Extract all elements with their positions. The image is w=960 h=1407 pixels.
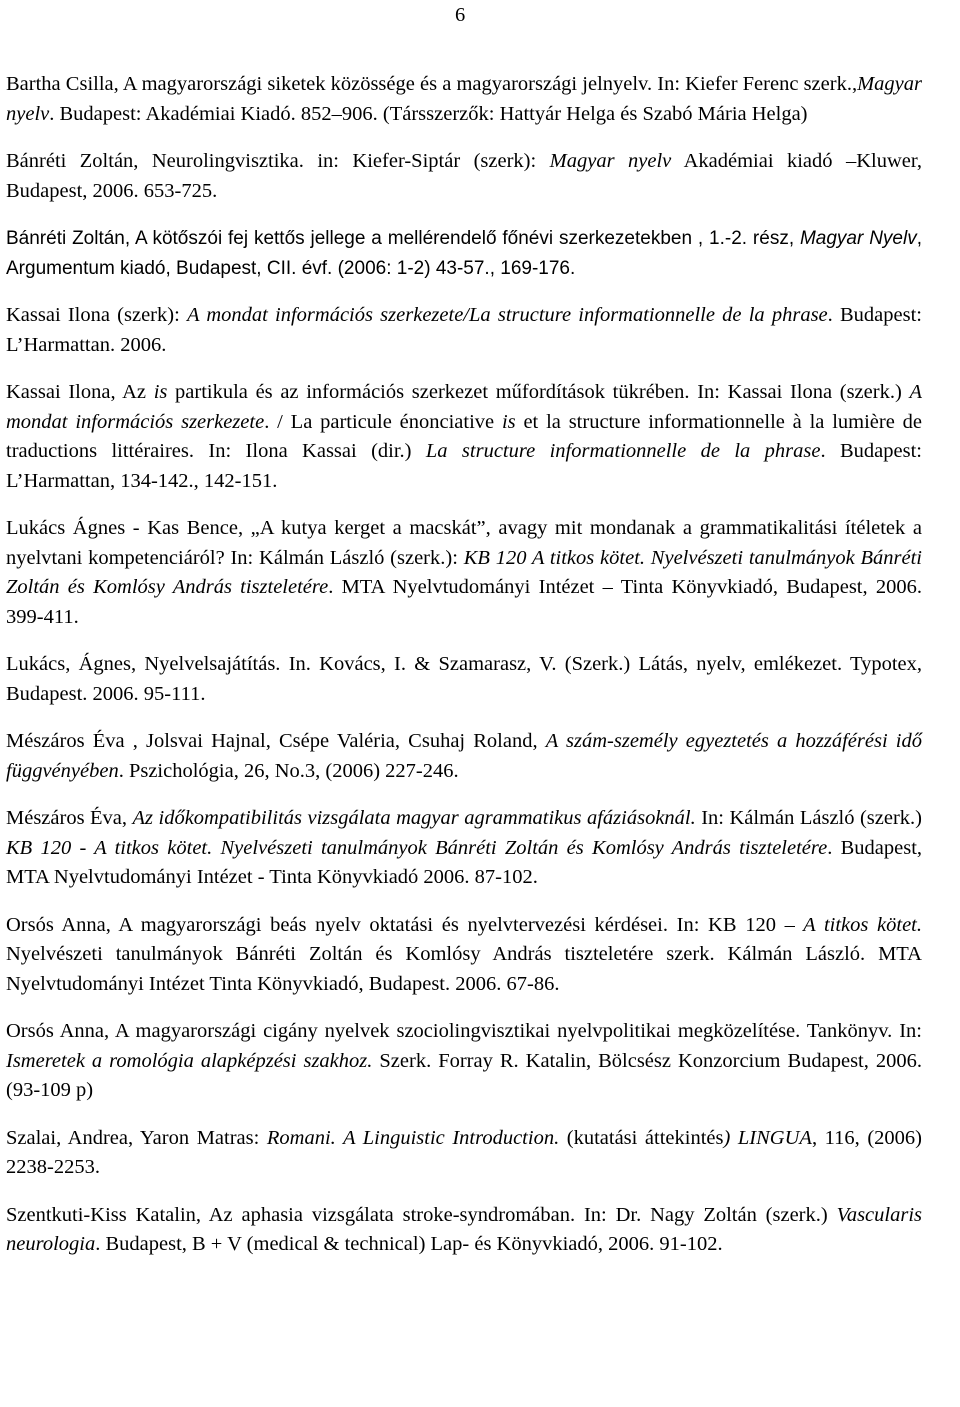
reference-entry	[6, 70, 922, 129]
reference-entry	[6, 727, 922, 786]
reference-italic-text: La structure informationnelle de la phrase	[425, 440, 821, 462]
reference-italic-text: Magyar nyelv	[549, 150, 672, 172]
page-number: 6	[455, 4, 466, 26]
reference-text: In: Kálmán László (szerk.)	[695, 807, 922, 829]
reference-text: Lukács, Ágnes, Nyelvelsajátítás. In. Kovács, I. & Szamarasz, V. (Szerk.) Látás, nyelv, emlékezet. Typotex, Budapest. 2006. 95-111.	[6, 653, 922, 705]
reference-text: Akadémiai kiadó –Kluwer, Budapest, 2006. 653-725.	[6, 150, 922, 202]
reference-text: . Budapest: Akadémiai Kiadó. 852–906. (Társszerzők: Hattyár Helga és Szabó Mária Helga)	[49, 102, 808, 125]
reference-text: Szalai, Andrea, Yaron Matras:	[6, 1126, 267, 1149]
reference-entry	[6, 378, 922, 496]
reference-italic-text: Vascularis neurologia	[6, 1203, 922, 1255]
reference-entry	[6, 147, 922, 206]
reference-text: Mészáros Éva , Jolsvai Hajnal, Csépe Valéria, Csuhaj Roland,	[6, 730, 546, 752]
reference-text: Kassai Ilona, Az	[6, 381, 154, 403]
reference-text: . MTA Nyelvtudományi Intézet – Tinta Könyvkiadó, Budapest, 2006. 399-411.	[6, 576, 922, 628]
reference-italic-text: Magyar Nyelv	[799, 228, 917, 249]
reference-italic-text: KB 120 A titkos kötet. Nyelvészeti tanulmányok Bánréti Zoltán és Komlósy András tiszteletére	[6, 546, 922, 598]
reference-entry	[6, 301, 922, 360]
reference-list	[6, 70, 922, 1278]
reference-entry	[6, 650, 922, 709]
reference-text: . Budapest: L’Harmattan, 134-142., 142-151.	[6, 440, 922, 492]
reference-italic-text: KB 120 - A titkos kötet. Nyelvészeti tanulmányok Bánréti Zoltán és Komlósy András tiszteletére	[6, 836, 828, 859]
reference-text: Kassai Ilona (szerk):	[6, 304, 187, 326]
reference-italic-text: A mondat információs szerkezete/La structure informationnelle de la phrase	[186, 304, 828, 326]
reference-entry	[6, 1201, 922, 1260]
reference-text: Lukács Ágnes - Kas Bence, „A kutya kerget a macskát”, avagy mit mondanak a grammatikalitási ítéletek a nyelvtani kompetenciáról? In: Kálmán László (szerk.):	[6, 517, 922, 569]
reference-text: partikula és az információs szerkezet műfordítások tükrében. In: Kassai Ilona (szerk.)	[167, 381, 910, 403]
reference-text: et la structure informationnelle à la lumière de traductions littéraires. In: Ilona Kassai (dir.)	[6, 410, 923, 462]
reference-italic-text: ) LINGUA	[723, 1126, 812, 1149]
reference-entry	[6, 1017, 922, 1106]
reference-italic-text: – A titkos kötet.	[784, 913, 922, 936]
reference-text: . Budapest, B + V (medical & technical) Lap- és Könyvkiadó, 2006. 91-102.	[95, 1233, 723, 1255]
reference-entry	[6, 1124, 922, 1183]
reference-text: . Budapest: L’Harmattan. 2006.	[6, 304, 922, 356]
reference-text: . Budapest, MTA Nyelvtudományi Intézet - Tinta Könyvkiadó 2006. 87-102.	[6, 836, 923, 888]
reference-italic-text: Ismeretek a romológia alapképzési szakhoz.	[6, 1049, 373, 1072]
reference-entry	[6, 224, 922, 283]
reference-text: Nyelvészeti tanulmányok Bánréti Zoltán és Komlósy András tiszteletére szerk. Kálmán László. MTA Nyelvtudományi Intézet Tinta Könyvkiadó, Budapest. 2006. 67-86.	[6, 943, 922, 995]
reference-text: Mészáros Éva,	[6, 807, 133, 829]
reference-text: Orsós Anna, A magyarországi cigány nyelvek szociolingvisztikai nyelvpolitikai megközelítése. Tankönyv. In:	[6, 1020, 922, 1042]
reference-entry	[6, 804, 922, 893]
reference-text: Orsós Anna, A magyarországi beás nyelv oktatási és nyelvtervezési kérdései. In: KB 120	[6, 913, 785, 936]
reference-text: Bánréti Zoltán, A kötőszói fej kettős jellege a mellérendelő főnévi szerkezetekben , 1.-2. rész,	[6, 228, 800, 249]
reference-entry	[6, 911, 922, 1000]
reference-text: (kutatási áttekintés	[559, 1126, 724, 1149]
reference-text: Bánréti Zoltán, Neurolingvisztika. in: Kiefer-Siptár (szerk):	[6, 150, 550, 172]
reference-italic-text: Romani. A Linguistic Introduction.	[266, 1126, 560, 1149]
reference-text: Szentkuti-Kiss Katalin, Az aphasia vizsgálata stroke-syndromában. In: Dr. Nagy Zoltán (szerk.)	[6, 1203, 837, 1226]
reference-italic-text: Magyar nyelv	[6, 73, 922, 125]
reference-text: . / La particule énonciative	[264, 410, 502, 433]
reference-italic-text: A mondat információs szerkezete	[6, 381, 922, 433]
reference-italic-text: is	[501, 410, 516, 433]
reference-text: . Pszichológia, 26, No.3, (2006) 227-246.	[118, 759, 459, 782]
reference-entry	[6, 514, 922, 632]
reference-italic-text: is	[153, 381, 168, 403]
reference-text: Szerk. Forray R. Katalin, Bölcsész Konzorcium Budapest, 2006. (93-109 p)	[6, 1049, 922, 1101]
reference-text: Bartha Csilla, A magyarországi siketek közössége és a magyarországi jelnyelv. In: Kiefer Ferenc szerk.,	[6, 73, 858, 95]
reference-text: , 116, (2006) 2238-2253.	[6, 1126, 923, 1178]
reference-italic-text: Az időkompatibilitás vizsgálata magyar agrammatikus afáziásoknál.	[132, 807, 696, 829]
reference-italic-text: A szám-személy egyeztetés a hozzáférési idő függvényében	[6, 730, 922, 782]
reference-text: , Argumentum kiadó, Budapest, CII. évf. (2006: 1-2) 43-57., 169-176.	[6, 228, 922, 279]
